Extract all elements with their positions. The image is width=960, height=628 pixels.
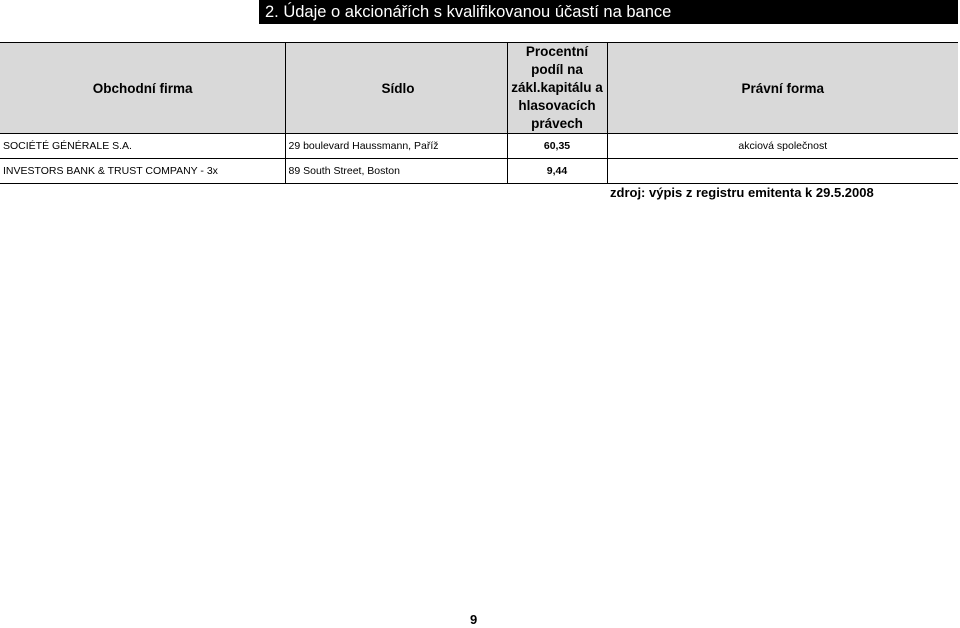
header-percentage-line: hlasovacích: [518, 98, 596, 113]
header-firm: Obchodní firma: [0, 43, 285, 134]
cell-seat: 29 boulevard Haussmann, Paříž: [285, 134, 507, 159]
table-row: [0, 134, 958, 159]
header-seat: Sídlo: [285, 43, 507, 134]
cell-percentage: 9,44: [507, 159, 607, 184]
table-row: [0, 159, 958, 184]
header-percentage-line: podíl na: [531, 62, 583, 77]
header-percentage-line: Procentní: [525, 44, 589, 59]
header-percentage-line: právech: [531, 116, 583, 131]
cell-legal-form: akciová společnost: [607, 134, 958, 159]
source-note: zdroj: výpis z registru emitenta k 29.5.2008: [610, 185, 874, 200]
cell-firm: SOCIÉTÉ GÉNÉRALE S.A.: [0, 134, 285, 159]
header-percentage-line: zákl.kapitálu a: [511, 80, 603, 95]
header-percentage: [507, 43, 607, 134]
cell-seat: 89 South Street, Boston: [285, 159, 507, 184]
cell-firm: INVESTORS BANK & TRUST COMPANY - 3x: [0, 159, 285, 184]
header-legal-form: Právní forma: [607, 43, 958, 134]
cell-percentage: 60,35: [507, 134, 607, 159]
table-header-row: [0, 43, 958, 134]
cell-legal-form: [607, 159, 958, 184]
page-number: 9: [470, 612, 478, 627]
shareholders-table: [0, 42, 958, 184]
section-title: 2. Údaje o akcionářích s kvalifikovanou účastí na bance: [259, 0, 958, 24]
